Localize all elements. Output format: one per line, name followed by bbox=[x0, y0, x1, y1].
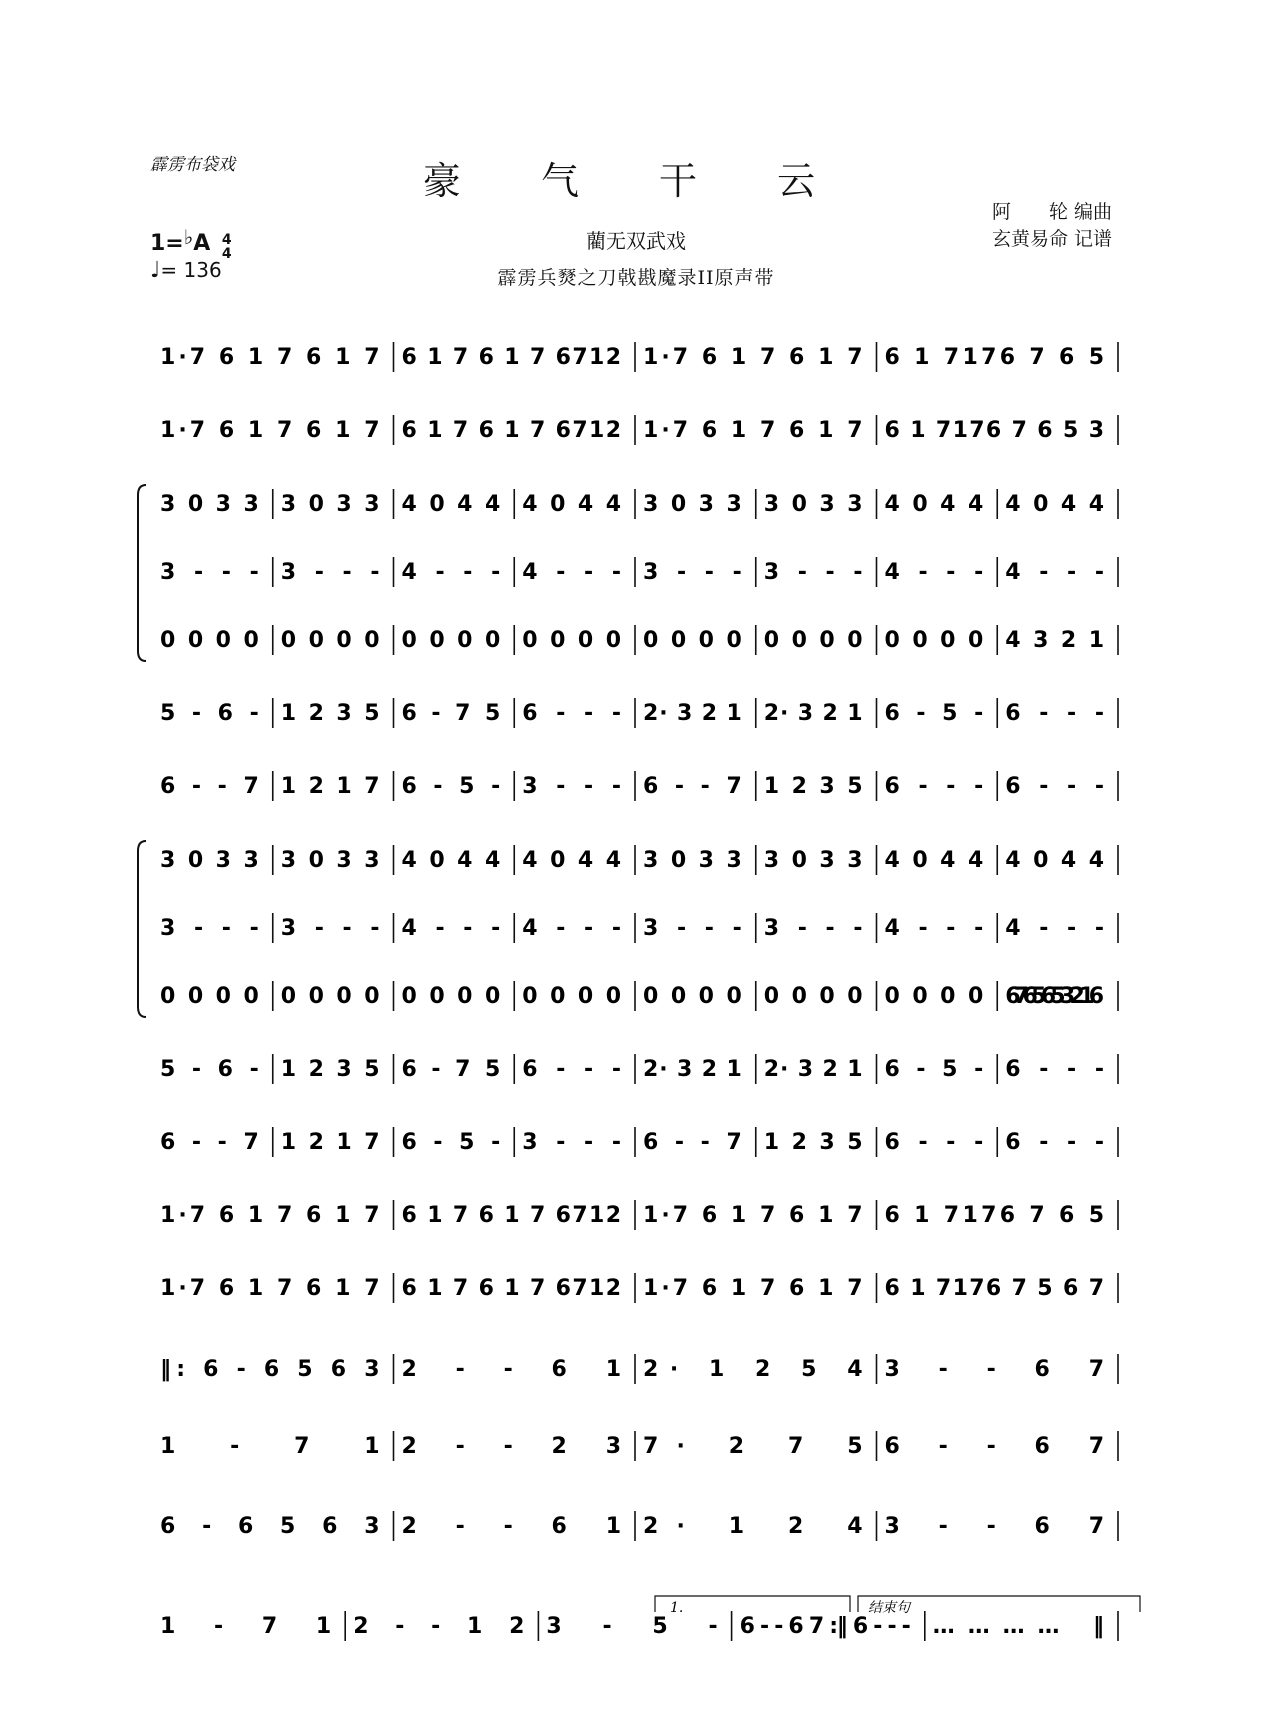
key-note: A bbox=[193, 231, 211, 256]
measure-text: 7· 2 7 5 bbox=[643, 1434, 863, 1459]
measure-text: 6 - - - bbox=[1005, 701, 1104, 726]
measure-text: 6 1 7 6 1 7 6712 bbox=[401, 345, 621, 370]
measure-text: 3 - - - bbox=[522, 774, 621, 799]
series-label: 霹雳布袋戏 bbox=[150, 155, 235, 175]
measure-text: 1·7 6 1 7 6 1 7 bbox=[643, 418, 863, 443]
measure-text: 5 - 6 - bbox=[160, 701, 259, 726]
measure-text: 2· 3 2 1 bbox=[643, 1057, 742, 1082]
volta-bracket bbox=[655, 1596, 850, 1612]
measure-text: 4 - - - bbox=[401, 560, 501, 585]
measure-text: 4 0 4 4 bbox=[522, 848, 621, 873]
measure-text: 4 - - - bbox=[1005, 560, 1104, 585]
measure-text: 0 0 0 0 bbox=[401, 628, 501, 653]
measure-text: 3 - - - bbox=[643, 916, 742, 941]
measure-text: 6 1 7 6 1 7 6712 bbox=[401, 418, 621, 443]
measure-text: 0 0 0 0 bbox=[763, 984, 863, 1009]
measure-text: 6 1 7176 7 6 5 bbox=[884, 345, 1104, 370]
measure-text: 6 - 7 5 bbox=[401, 701, 501, 726]
measure-text: 3 0 3 3 bbox=[763, 848, 863, 873]
measure-text: 3 - - - bbox=[763, 916, 863, 941]
measure-text: 3 - - - bbox=[763, 560, 863, 585]
measure-text: 3 0 3 3 bbox=[643, 492, 742, 517]
measure-text: 4 0 4 4 bbox=[401, 492, 501, 517]
measure-text: 1 2 3 5 bbox=[280, 1057, 380, 1082]
time-top: 4 bbox=[221, 232, 232, 248]
measure-text: 3 - - - bbox=[280, 560, 380, 585]
measure-text: 1·7 6 1 7 6 1 7 bbox=[643, 1203, 863, 1228]
measure-text: 4 0 4 4 bbox=[401, 848, 501, 873]
measure-text: 3 - - 6 7 bbox=[884, 1514, 1104, 1539]
measure-text: 3 0 3 3 bbox=[280, 848, 380, 873]
source-note: 霹雳兵燹之刀戟戡魔录II原声带 bbox=[497, 267, 775, 289]
measure-text: 0 0 0 0 bbox=[884, 984, 984, 1009]
system-bracket bbox=[138, 485, 146, 661]
measure-text: 0 0 0 0 bbox=[643, 628, 742, 653]
measure-text: 3 0 3 3 bbox=[160, 848, 259, 873]
measure-text: 6 1 7176 7 5 6 7 bbox=[884, 1276, 1104, 1301]
page-title: 豪 气 干 云 bbox=[422, 159, 850, 203]
measure-text: 3 0 3 3 bbox=[763, 492, 863, 517]
measure-text: 0 0 0 0 bbox=[160, 984, 259, 1009]
measure-text: 6 - - - bbox=[1005, 774, 1104, 799]
measure-text: 6 - 5 - bbox=[884, 1057, 984, 1082]
measure-text: 6765 6 5 3 2 1 6 bbox=[1005, 984, 1104, 1009]
measure-text: 6 1 7176 7 6 5 3 bbox=[884, 418, 1104, 443]
measure-text: 4 0 4 4 bbox=[884, 848, 984, 873]
measure-text: 1 - 7 1 bbox=[160, 1614, 332, 1639]
measure-text: 3 - - - bbox=[643, 560, 742, 585]
measure-text: ………… ‖ bbox=[932, 1614, 1104, 1639]
measure-text: 4 - - - bbox=[884, 916, 984, 941]
measure-text: 1·7 6 1 7 6 1 7 bbox=[643, 345, 863, 370]
measure-text: 0 0 0 0 bbox=[522, 984, 621, 1009]
measure-text: 3 - 5 - bbox=[546, 1614, 718, 1639]
measure-text: 1 2 1 7 bbox=[280, 774, 380, 799]
measure-text: 3 - - - bbox=[160, 560, 259, 585]
measure-text: 6 - - 7 bbox=[160, 774, 259, 799]
measure-text: 6 - - 7 bbox=[643, 1130, 742, 1155]
measure-text: 4 0 4 4 bbox=[1005, 492, 1104, 517]
measure-text: 6 - 7 5 bbox=[401, 1057, 501, 1082]
measure-text: 6 - - - bbox=[884, 774, 984, 799]
measure-text: 0 0 0 0 bbox=[160, 628, 259, 653]
measure-text: 4 - - - bbox=[522, 916, 621, 941]
measure-text: 0 0 0 0 bbox=[763, 628, 863, 653]
measure-text: 2· 3 2 1 bbox=[763, 1057, 863, 1082]
measure-text: 0 0 0 0 bbox=[643, 984, 742, 1009]
measure-text: 2 - - 6 1 bbox=[401, 1514, 621, 1539]
tempo-value: = 136 bbox=[160, 258, 222, 282]
measure-text: 3 - - - bbox=[160, 916, 259, 941]
measure-text: 2 - - 6 1 bbox=[401, 1357, 621, 1382]
volta-label: 1. bbox=[670, 1600, 684, 1616]
measure-text: 6 - 5 - bbox=[884, 701, 984, 726]
subtitle: 藺无双武戏 bbox=[586, 229, 686, 253]
measure-text: 6 - 6 5 6 3 bbox=[160, 1514, 380, 1539]
measure-text: 0 0 0 0 bbox=[884, 628, 984, 653]
measure-text: 2· 1 2 5 4 bbox=[643, 1357, 863, 1382]
measure-text: 4 0 4 4 bbox=[522, 492, 621, 517]
measure-text: 6 1 7176 7 6 5 bbox=[884, 1203, 1104, 1228]
measure-text: 2 - - 2 3 bbox=[401, 1434, 621, 1459]
measure-text: 1·7 6 1 7 6 1 7 bbox=[160, 1203, 380, 1228]
measure-text: 6 1 7 6 1 7 6712 bbox=[401, 1276, 621, 1301]
measure-text: 6 - - 6 7 :‖ 6 - - - bbox=[739, 1614, 911, 1639]
measure-text: 4 0 4 4 bbox=[884, 492, 984, 517]
measure-text: 1·7 6 1 7 6 1 7 bbox=[160, 1276, 380, 1301]
measure-text: 2· 3 2 1 bbox=[763, 701, 863, 726]
quarter-note-icon: ♩ bbox=[150, 258, 161, 283]
measure-text: 6 - - - bbox=[884, 1130, 984, 1155]
measure-text: 3 - - - bbox=[522, 1130, 621, 1155]
measure-text: ‖: 6 - 6 5 6 3 bbox=[160, 1357, 380, 1382]
measure-text: 1 2 3 5 bbox=[763, 774, 863, 799]
measure-text: 5 - 6 - bbox=[160, 1057, 259, 1082]
measure-text: 4 - - - bbox=[401, 916, 501, 941]
measure-text: 6 - 5 - bbox=[401, 774, 501, 799]
measure-text: 3 0 3 3 bbox=[280, 492, 380, 517]
measure-text: 4 - - - bbox=[1005, 916, 1104, 941]
measure-text: 6 - - 7 bbox=[160, 1130, 259, 1155]
measure-text: 6 1 7 6 1 7 6712 bbox=[401, 1203, 621, 1228]
measure-text: 1·7 6 1 7 6 1 7 bbox=[643, 1276, 863, 1301]
flat-symbol: ♭ bbox=[183, 225, 194, 249]
measure-text: 6 - - - bbox=[522, 1057, 621, 1082]
transcriber-credit: 玄黄易命 记谱 bbox=[991, 228, 1112, 250]
measure-text: 1·7 6 1 7 6 1 7 bbox=[160, 345, 380, 370]
measure-text: 6 - - - bbox=[1005, 1130, 1104, 1155]
measure-text: 1 2 3 5 bbox=[280, 701, 380, 726]
measure-text: 1 - 7 1 bbox=[160, 1434, 380, 1459]
measure-text: 2 - - 1 2 bbox=[353, 1614, 525, 1639]
measure-text: 0 0 0 0 bbox=[401, 984, 501, 1009]
measure-text: 6 - - 6 7 bbox=[884, 1434, 1104, 1459]
measure-text: 4 - - - bbox=[884, 560, 984, 585]
measure-text: 6 - - - bbox=[1005, 1057, 1104, 1082]
key-prefix: 1= bbox=[150, 231, 184, 256]
measure-text: 1 2 3 5 bbox=[763, 1130, 863, 1155]
composer-credit: 阿 轮 编曲 bbox=[991, 201, 1112, 223]
measure-text: 0 0 0 0 bbox=[280, 984, 380, 1009]
measure-text: 0 0 0 0 bbox=[280, 628, 380, 653]
system-bracket bbox=[138, 841, 146, 1017]
measure-text: 4 3 2 1 bbox=[1005, 628, 1104, 653]
measure-text: 0 0 0 0 bbox=[522, 628, 621, 653]
measure-text: 4 0 4 4 bbox=[1005, 848, 1104, 873]
measure-text: 3 0 3 3 bbox=[160, 492, 259, 517]
measure-text: 3 0 3 3 bbox=[643, 848, 742, 873]
measure-text: 3 - - - bbox=[280, 916, 380, 941]
measure-text: 6 - - - bbox=[522, 701, 621, 726]
measure-text: 4 - - - bbox=[522, 560, 621, 585]
measure-text: 6 - - 7 bbox=[643, 774, 742, 799]
measure-text: 2· 1 2 4 bbox=[643, 1514, 863, 1539]
measure-text: 1·7 6 1 7 6 1 7 bbox=[160, 418, 380, 443]
time-bottom: 4 bbox=[221, 246, 232, 262]
ending-label: 结束句 bbox=[868, 1600, 910, 1616]
measure-text: 2· 3 2 1 bbox=[643, 701, 742, 726]
measure-text: 6 - 5 - bbox=[401, 1130, 501, 1155]
measure-text: 3 - - 6 7 bbox=[884, 1357, 1104, 1382]
measure-text: 1 2 1 7 bbox=[280, 1130, 380, 1155]
